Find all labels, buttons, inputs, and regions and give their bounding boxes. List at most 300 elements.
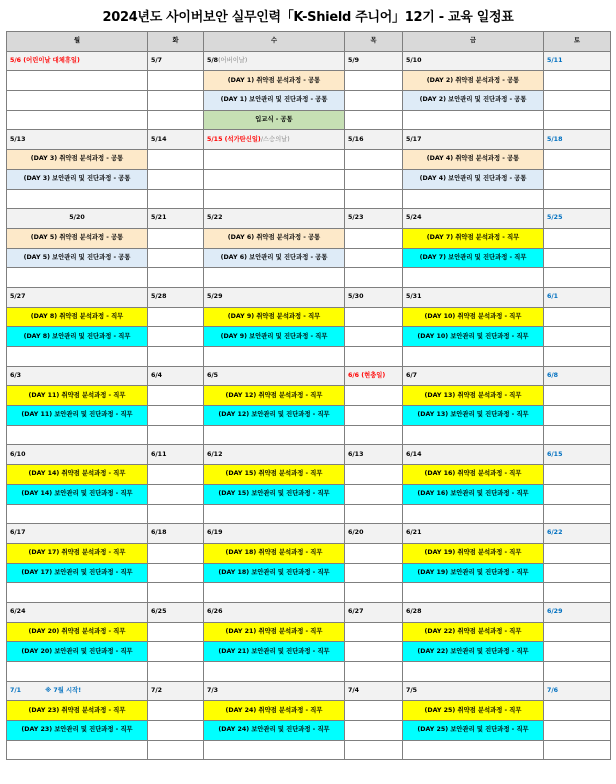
date-cell-fri bbox=[403, 524, 544, 544]
date-cell-mon bbox=[7, 681, 148, 701]
date-label: 6/28 bbox=[406, 608, 422, 616]
date-cell-tue bbox=[148, 209, 204, 229]
empty-cell bbox=[345, 622, 403, 642]
empty-cell bbox=[148, 662, 204, 682]
empty-cell bbox=[345, 307, 403, 327]
empty-cell bbox=[7, 504, 148, 524]
date-cell-sat bbox=[544, 602, 611, 622]
event-row bbox=[7, 91, 611, 111]
event-cell: (DAY 2) 보안관리 및 진단과정 - 공통 bbox=[403, 91, 544, 111]
date-cell-fri bbox=[403, 445, 544, 465]
event-row bbox=[7, 721, 611, 741]
empty-cell bbox=[544, 347, 611, 367]
date-cell-tue bbox=[148, 445, 204, 465]
date-label: 7/1 bbox=[10, 686, 22, 694]
event-row bbox=[7, 228, 611, 248]
empty-cell bbox=[345, 484, 403, 504]
date-cell-wed bbox=[204, 287, 345, 307]
empty-cell bbox=[345, 169, 403, 189]
empty-cell bbox=[544, 622, 611, 642]
event-cell: (DAY 10) 취약점 분석과정 - 직무 bbox=[403, 307, 544, 327]
date-cell-thu bbox=[345, 366, 403, 386]
empty-cell bbox=[148, 721, 204, 741]
empty-cell bbox=[544, 71, 611, 91]
event-row bbox=[7, 504, 611, 524]
empty-cell bbox=[544, 583, 611, 603]
event-cell: (DAY 22) 취약점 분석과정 - 직무 bbox=[403, 622, 544, 642]
date-label: 6/21 bbox=[406, 529, 422, 537]
empty-cell bbox=[544, 228, 611, 248]
empty-cell bbox=[544, 169, 611, 189]
empty-cell bbox=[345, 248, 403, 268]
empty-cell bbox=[403, 110, 544, 130]
empty-cell bbox=[544, 484, 611, 504]
date-row bbox=[7, 366, 611, 386]
empty-cell bbox=[148, 642, 204, 662]
event-cell: (DAY 8) 취약점 분석과정 - 직무 bbox=[7, 307, 148, 327]
empty-cell bbox=[345, 740, 403, 760]
event-cell: (DAY 17) 취약점 분석과정 - 직무 bbox=[7, 543, 148, 563]
empty-cell bbox=[204, 583, 345, 603]
empty-cell bbox=[345, 425, 403, 445]
event-cell: (DAY 14) 취약점 분석과정 - 직무 bbox=[7, 465, 148, 485]
empty-cell bbox=[7, 268, 148, 288]
empty-cell bbox=[345, 642, 403, 662]
empty-cell bbox=[403, 583, 544, 603]
event-cell: (DAY 24) 취약점 분석과정 - 직무 bbox=[204, 701, 345, 721]
date-label: 5/20 bbox=[69, 214, 85, 222]
date-label: 5/29 bbox=[207, 293, 223, 301]
event-cell: (DAY 11) 보안관리 및 진단과정 - 직무 bbox=[7, 406, 148, 426]
empty-cell bbox=[148, 701, 204, 721]
empty-cell bbox=[345, 327, 403, 347]
date-label: 5/17 bbox=[406, 135, 422, 143]
date-cell-thu bbox=[345, 287, 403, 307]
date-cell-thu bbox=[345, 445, 403, 465]
event-row bbox=[7, 484, 611, 504]
empty-cell bbox=[148, 386, 204, 406]
date-label: 6/15 bbox=[547, 450, 563, 458]
event-cell: (DAY 6) 취약점 분석과정 - 공통 bbox=[204, 228, 345, 248]
event-cell: (DAY 7) 보안관리 및 진단과정 - 직무 bbox=[403, 248, 544, 268]
date-label: 6/29 bbox=[547, 608, 563, 616]
event-cell: (DAY 25) 보안관리 및 진단과정 - 직무 bbox=[403, 721, 544, 741]
event-cell: (DAY 23) 보안관리 및 진단과정 - 직무 bbox=[7, 721, 148, 741]
event-row bbox=[7, 327, 611, 347]
event-row bbox=[7, 543, 611, 563]
date-label: 6/22 bbox=[547, 529, 563, 537]
event-row bbox=[7, 347, 611, 367]
empty-cell bbox=[148, 228, 204, 248]
date-label: 6/27 bbox=[348, 608, 364, 616]
empty-cell bbox=[148, 583, 204, 603]
event-row bbox=[7, 307, 611, 327]
event-row bbox=[7, 169, 611, 189]
empty-cell bbox=[204, 169, 345, 189]
empty-cell bbox=[7, 425, 148, 445]
empty-cell bbox=[544, 406, 611, 426]
date-cell-wed bbox=[204, 602, 345, 622]
empty-cell bbox=[345, 583, 403, 603]
header-mon: 월 bbox=[7, 32, 148, 52]
empty-cell bbox=[544, 268, 611, 288]
event-cell: (DAY 11) 취약점 분석과정 - 직무 bbox=[7, 386, 148, 406]
empty-cell bbox=[7, 71, 148, 91]
date-cell-wed bbox=[204, 51, 345, 71]
date-label: 6/18 bbox=[151, 529, 167, 537]
empty-cell bbox=[204, 504, 345, 524]
empty-cell bbox=[544, 504, 611, 524]
date-cell-mon bbox=[7, 51, 148, 71]
date-cell-mon bbox=[7, 524, 148, 544]
date-label: 5/22 bbox=[207, 214, 223, 222]
empty-cell bbox=[148, 465, 204, 485]
event-row bbox=[7, 583, 611, 603]
date-label: 7/4 bbox=[348, 686, 360, 694]
date-label: 6/11 bbox=[151, 450, 167, 458]
event-cell: (DAY 20) 취약점 분석과정 - 직무 bbox=[7, 622, 148, 642]
date-label: 6/1 bbox=[547, 293, 559, 301]
date-label: 5/15 (석가탄신일) bbox=[207, 135, 261, 143]
empty-cell bbox=[204, 662, 345, 682]
date-cell-fri bbox=[403, 602, 544, 622]
empty-cell bbox=[148, 327, 204, 347]
date-label: 5/6 bbox=[10, 56, 22, 64]
event-row bbox=[7, 71, 611, 91]
date-cell-fri bbox=[403, 130, 544, 150]
date-cell-mon bbox=[7, 130, 148, 150]
date-label: 5/10 bbox=[406, 56, 422, 64]
date-label: 5/13 bbox=[10, 135, 26, 143]
empty-cell bbox=[148, 563, 204, 583]
header-thu: 목 bbox=[345, 32, 403, 52]
event-cell: (DAY 19) 보안관리 및 진단과정 - 직무 bbox=[403, 563, 544, 583]
holiday-label: (어린이날 대체휴일) bbox=[21, 56, 80, 64]
event-cell: (DAY 7) 취약점 분석과정 - 직무 bbox=[403, 228, 544, 248]
date-label: 6/4 bbox=[151, 371, 163, 379]
empty-cell bbox=[7, 91, 148, 111]
date-cell-fri bbox=[403, 681, 544, 701]
event-cell: (DAY 16) 취약점 분석과정 - 직무 bbox=[403, 465, 544, 485]
empty-cell bbox=[204, 740, 345, 760]
date-cell-mon bbox=[7, 366, 148, 386]
event-row bbox=[7, 622, 611, 642]
event-row bbox=[7, 642, 611, 662]
header-fri: 금 bbox=[403, 32, 544, 52]
empty-cell bbox=[403, 740, 544, 760]
event-cell: (DAY 2) 취약점 분석과정 - 공통 bbox=[403, 71, 544, 91]
date-label: 5/7 bbox=[151, 56, 163, 64]
date-cell-sat bbox=[544, 287, 611, 307]
event-cell: (DAY 1) 취약점 분석과정 - 공통 bbox=[204, 71, 345, 91]
date-label: 5/9 bbox=[348, 56, 360, 64]
date-label: 6/17 bbox=[10, 529, 26, 537]
empty-cell bbox=[345, 563, 403, 583]
date-row bbox=[7, 445, 611, 465]
event-row bbox=[7, 425, 611, 445]
date-cell-thu bbox=[345, 130, 403, 150]
date-cell-sat bbox=[544, 209, 611, 229]
date-cell-mon bbox=[7, 445, 148, 465]
event-cell: (DAY 4) 취약점 분석과정 - 공통 bbox=[403, 150, 544, 170]
empty-cell bbox=[204, 189, 345, 209]
event-cell: (DAY 13) 취약점 분석과정 - 직무 bbox=[403, 386, 544, 406]
empty-cell bbox=[544, 740, 611, 760]
empty-cell bbox=[148, 150, 204, 170]
date-cell-sat bbox=[544, 681, 611, 701]
empty-cell bbox=[345, 91, 403, 111]
date-label: 5/11 bbox=[547, 56, 563, 64]
event-cell: (DAY 20) 보안관리 및 진단과정 - 직무 bbox=[7, 642, 148, 662]
empty-cell bbox=[403, 425, 544, 445]
date-cell-wed bbox=[204, 130, 345, 150]
empty-cell bbox=[544, 386, 611, 406]
empty-cell bbox=[345, 406, 403, 426]
date-label: 5/28 bbox=[151, 293, 167, 301]
date-label: 6/8 bbox=[547, 371, 559, 379]
empty-cell bbox=[7, 583, 148, 603]
event-cell: (DAY 8) 보안관리 및 진단과정 - 직무 bbox=[7, 327, 148, 347]
date-label: 5/21 bbox=[151, 214, 167, 222]
event-cell: (DAY 1) 보안관리 및 진단과정 - 공통 bbox=[204, 91, 345, 111]
empty-cell bbox=[148, 169, 204, 189]
empty-cell bbox=[204, 150, 345, 170]
empty-cell bbox=[345, 504, 403, 524]
event-cell: (DAY 17) 보안관리 및 진단과정 - 직무 bbox=[7, 563, 148, 583]
date-label: 6/24 bbox=[10, 608, 26, 616]
header-row bbox=[7, 32, 611, 52]
date-cell-tue bbox=[148, 366, 204, 386]
empty-cell bbox=[544, 662, 611, 682]
date-label: 5/23 bbox=[348, 214, 364, 222]
date-label: 5/24 bbox=[406, 214, 422, 222]
date-cell-thu bbox=[345, 681, 403, 701]
empty-cell bbox=[148, 248, 204, 268]
note-label: ※ 7월 시작! bbox=[45, 686, 82, 694]
date-label: 6/7 bbox=[406, 371, 418, 379]
empty-cell bbox=[148, 307, 204, 327]
date-label: 6/26 bbox=[207, 608, 223, 616]
event-row bbox=[7, 406, 611, 426]
date-cell-fri bbox=[403, 287, 544, 307]
date-label: 7/2 bbox=[151, 686, 163, 694]
date-row bbox=[7, 51, 611, 71]
date-cell-tue bbox=[148, 524, 204, 544]
event-cell: (DAY 18) 보안관리 및 진단과정 - 직무 bbox=[204, 563, 345, 583]
event-cell: 입교식 - 공통 bbox=[204, 110, 345, 130]
event-cell: (DAY 4) 보안관리 및 진단과정 - 공통 bbox=[403, 169, 544, 189]
empty-cell bbox=[544, 701, 611, 721]
date-cell-fri bbox=[403, 51, 544, 71]
date-cell-fri bbox=[403, 366, 544, 386]
empty-cell bbox=[345, 465, 403, 485]
date-label: 5/16 bbox=[348, 135, 364, 143]
event-cell: (DAY 25) 취약점 분석과정 - 직무 bbox=[403, 701, 544, 721]
empty-cell bbox=[148, 347, 204, 367]
event-row bbox=[7, 248, 611, 268]
date-label: 6/13 bbox=[348, 450, 364, 458]
event-row bbox=[7, 465, 611, 485]
empty-cell bbox=[403, 189, 544, 209]
empty-cell bbox=[345, 71, 403, 91]
event-cell: (DAY 21) 취약점 분석과정 - 직무 bbox=[204, 622, 345, 642]
empty-cell bbox=[148, 71, 204, 91]
empty-cell bbox=[544, 563, 611, 583]
empty-cell bbox=[345, 662, 403, 682]
event-cell: (DAY 3) 취약점 분석과정 - 공통 bbox=[7, 150, 148, 170]
date-label: 5/25 bbox=[547, 214, 563, 222]
empty-cell bbox=[345, 386, 403, 406]
empty-cell bbox=[544, 425, 611, 445]
empty-cell bbox=[544, 465, 611, 485]
empty-cell bbox=[7, 189, 148, 209]
empty-cell bbox=[204, 425, 345, 445]
empty-cell bbox=[403, 347, 544, 367]
date-label: 5/18 bbox=[547, 135, 563, 143]
empty-cell bbox=[7, 662, 148, 682]
event-row bbox=[7, 662, 611, 682]
date-label: 6/20 bbox=[348, 529, 364, 537]
event-cell: (DAY 21) 보안관리 및 진단과정 - 직무 bbox=[204, 642, 345, 662]
empty-cell bbox=[204, 268, 345, 288]
event-cell: (DAY 9) 보안관리 및 진단과정 - 직무 bbox=[204, 327, 345, 347]
date-label: 5/27 bbox=[10, 293, 26, 301]
empty-cell bbox=[345, 228, 403, 248]
empty-cell bbox=[345, 543, 403, 563]
date-cell-fri bbox=[403, 209, 544, 229]
date-cell-thu bbox=[345, 51, 403, 71]
empty-cell bbox=[148, 189, 204, 209]
date-cell-sat bbox=[544, 130, 611, 150]
date-label: 6/19 bbox=[207, 529, 223, 537]
date-cell-sat bbox=[544, 51, 611, 71]
event-cell: (DAY 10) 보안관리 및 진단과정 - 직무 bbox=[403, 327, 544, 347]
empty-cell bbox=[7, 110, 148, 130]
date-cell-thu bbox=[345, 524, 403, 544]
event-cell: (DAY 12) 보안관리 및 진단과정 - 직무 bbox=[204, 406, 345, 426]
date-cell-sat bbox=[544, 445, 611, 465]
observance-label: /스승의날) bbox=[260, 135, 290, 143]
header-sat: 토 bbox=[544, 32, 611, 52]
date-cell-tue bbox=[148, 287, 204, 307]
date-cell-mon bbox=[7, 287, 148, 307]
date-cell-mon bbox=[7, 602, 148, 622]
date-cell-wed bbox=[204, 445, 345, 465]
empty-cell bbox=[544, 110, 611, 130]
date-cell-sat bbox=[544, 366, 611, 386]
empty-cell bbox=[7, 740, 148, 760]
date-label: 7/5 bbox=[406, 686, 418, 694]
date-row bbox=[7, 681, 611, 701]
event-row bbox=[7, 268, 611, 288]
date-cell-thu bbox=[345, 602, 403, 622]
event-cell: (DAY 19) 취약점 분석과정 - 직무 bbox=[403, 543, 544, 563]
empty-cell bbox=[403, 662, 544, 682]
date-row bbox=[7, 524, 611, 544]
date-row bbox=[7, 130, 611, 150]
event-cell: (DAY 15) 보안관리 및 진단과정 - 직무 bbox=[204, 484, 345, 504]
empty-cell bbox=[148, 622, 204, 642]
date-label: 6/3 bbox=[10, 371, 22, 379]
empty-cell bbox=[7, 347, 148, 367]
empty-cell bbox=[544, 91, 611, 111]
date-label: 6/25 bbox=[151, 608, 167, 616]
event-cell: (DAY 13) 보안관리 및 진단과정 - 직무 bbox=[403, 406, 544, 426]
date-label: 6/12 bbox=[207, 450, 223, 458]
empty-cell bbox=[148, 110, 204, 130]
date-label: 5/31 bbox=[406, 293, 422, 301]
event-row bbox=[7, 701, 611, 721]
empty-cell bbox=[544, 150, 611, 170]
date-label: 7/3 bbox=[207, 686, 219, 694]
event-cell: (DAY 22) 보안관리 및 진단과정 - 직무 bbox=[403, 642, 544, 662]
page-title: 2024년도 사이버보안 실무인력「K-Shield 주니어」12기 - 교육 일정표 bbox=[102, 10, 514, 25]
date-cell-tue bbox=[148, 130, 204, 150]
header-tue: 화 bbox=[148, 32, 204, 52]
date-label: 6/10 bbox=[10, 450, 26, 458]
date-row bbox=[7, 602, 611, 622]
empty-cell bbox=[544, 642, 611, 662]
event-row bbox=[7, 189, 611, 209]
empty-cell bbox=[345, 150, 403, 170]
date-cell-wed bbox=[204, 681, 345, 701]
schedule-table bbox=[6, 31, 611, 760]
empty-cell bbox=[204, 347, 345, 367]
date-cell-thu bbox=[345, 209, 403, 229]
empty-cell bbox=[148, 484, 204, 504]
date-row bbox=[7, 287, 611, 307]
empty-cell bbox=[544, 189, 611, 209]
empty-cell bbox=[403, 504, 544, 524]
empty-cell bbox=[345, 701, 403, 721]
date-label: 5/8 bbox=[207, 56, 219, 64]
event-cell: (DAY 3) 보안관리 및 진단과정 - 공통 bbox=[7, 169, 148, 189]
date-label: 5/14 bbox=[151, 135, 167, 143]
empty-cell bbox=[148, 543, 204, 563]
empty-cell bbox=[148, 406, 204, 426]
date-cell-mon bbox=[7, 209, 148, 229]
event-row bbox=[7, 563, 611, 583]
event-row bbox=[7, 386, 611, 406]
date-cell-tue bbox=[148, 681, 204, 701]
empty-cell bbox=[148, 425, 204, 445]
event-cell: (DAY 6) 보안관리 및 진단과정 - 공통 bbox=[204, 248, 345, 268]
event-cell: (DAY 12) 취약점 분석과정 - 직무 bbox=[204, 386, 345, 406]
empty-cell bbox=[148, 504, 204, 524]
event-cell: (DAY 24) 보안관리 및 진단과정 - 직무 bbox=[204, 721, 345, 741]
empty-cell bbox=[345, 268, 403, 288]
empty-cell bbox=[544, 248, 611, 268]
event-cell: (DAY 15) 취약점 분석과정 - 직무 bbox=[204, 465, 345, 485]
empty-cell bbox=[345, 189, 403, 209]
date-cell-tue bbox=[148, 602, 204, 622]
date-label: 6/5 bbox=[207, 371, 219, 379]
date-cell-wed bbox=[204, 366, 345, 386]
empty-cell bbox=[148, 268, 204, 288]
empty-cell bbox=[148, 91, 204, 111]
date-label: 7/6 bbox=[547, 686, 559, 694]
event-row bbox=[7, 110, 611, 130]
date-label: 6/6 (현충일) bbox=[348, 371, 386, 379]
date-label: 6/14 bbox=[406, 450, 422, 458]
empty-cell bbox=[544, 721, 611, 741]
empty-cell bbox=[544, 307, 611, 327]
empty-cell bbox=[148, 740, 204, 760]
event-cell: (DAY 5) 보안관리 및 진단과정 - 공통 bbox=[7, 248, 148, 268]
event-cell: (DAY 14) 보안관리 및 진단과정 - 직무 bbox=[7, 484, 148, 504]
date-cell-tue bbox=[148, 51, 204, 71]
event-cell: (DAY 5) 취약점 분석과정 - 공통 bbox=[7, 228, 148, 248]
